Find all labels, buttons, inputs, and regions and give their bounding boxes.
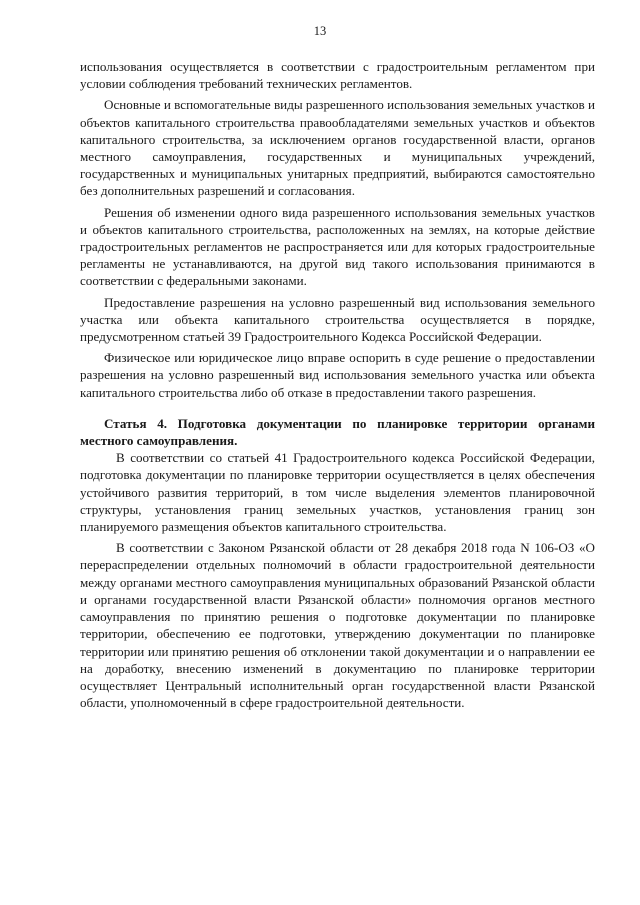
page-number: 13 <box>313 24 327 38</box>
article-4-heading: Статья 4. Подготовка документации по планировке территории органами местного самоуправления. <box>80 415 595 449</box>
paragraph-permitted-uses: Основные и вспомогательные виды разрешенного использования земельных участков и объектов капитального строительства правообладателями земельных участков и объектов капитального строительства, за исключением органов государственной власти, органов местного самоуправления, государственных и муниципальных учреждений, государственных и муниципальных унитарных предприятий, выбираются самостоятельно без дополнительных разрешений и согласования. <box>80 97 596 199</box>
paragraph-appeal: Физическое или юридическое лицо вправе оспорить в суде решение о предоставлении разрешения на условно разрешенный вид использования земельного участка или объекта капитального строительства либо об отказе в предоставлении такого разрешения. <box>80 350 595 400</box>
paragraph-continuation: использования осуществляется в соответствии с градостроительным регламентом при условии соблюдения требований технических регламентов. <box>80 59 595 92</box>
article-4-paragraph-2: В соответствии с Законом Рязанской области от 28 декабря 2018 года N 106-ОЗ «О перераспределении отдельных полномочий в области градостроительной деятельности между органами местного самоуправления муниципальных образований Рязанской области и органами государственной власти Рязанской области» полномочия органов местного самоуправления по принятию решения о подготовке документации по планировке территории, обеспечению ее подготовки, утверждению документации по планировке территории или принятию решения об отклонении такой документации и о направлении ее на доработку, внесению изменений в документацию по планировке территории осуществляет Центральный исполнительный орган государственной власти Рязанской области, уполномоченный в сфере градостроительной деятельности. <box>80 540 595 711</box>
paragraph-change-of-use: Решения об изменении одного вида разрешенного использования земельных участков и объектов капитального строительства, расположенных на землях, на которые действие градостроительных регламентов не распространяется или для которых градостроительные регламенты не устанавливаются, на другой вид такого использования принимаются в соответствии с федеральными законами. <box>80 204 595 289</box>
article-4-paragraph-1: В соответствии со статьей 41 Градостроительного кодекса Российской Федерации, подготовка документации по планировке территории осуществляется в целях обеспечения устойчивого развития территорий, в том числе выделения элементов планировочной структуры, установления границ земельных участков, установления границ зон планируемого размещения объектов капитального строительства. <box>80 450 595 535</box>
paragraph-conditional-permit: Предоставление разрешения на условно разрешенный вид использования земельного участка или объекта капитального строительства осуществляется в порядке, предусмотренном статьей 39 Градостроительного Кодекса Российской Федерации. <box>80 294 595 345</box>
document-body <box>80 58 595 715</box>
